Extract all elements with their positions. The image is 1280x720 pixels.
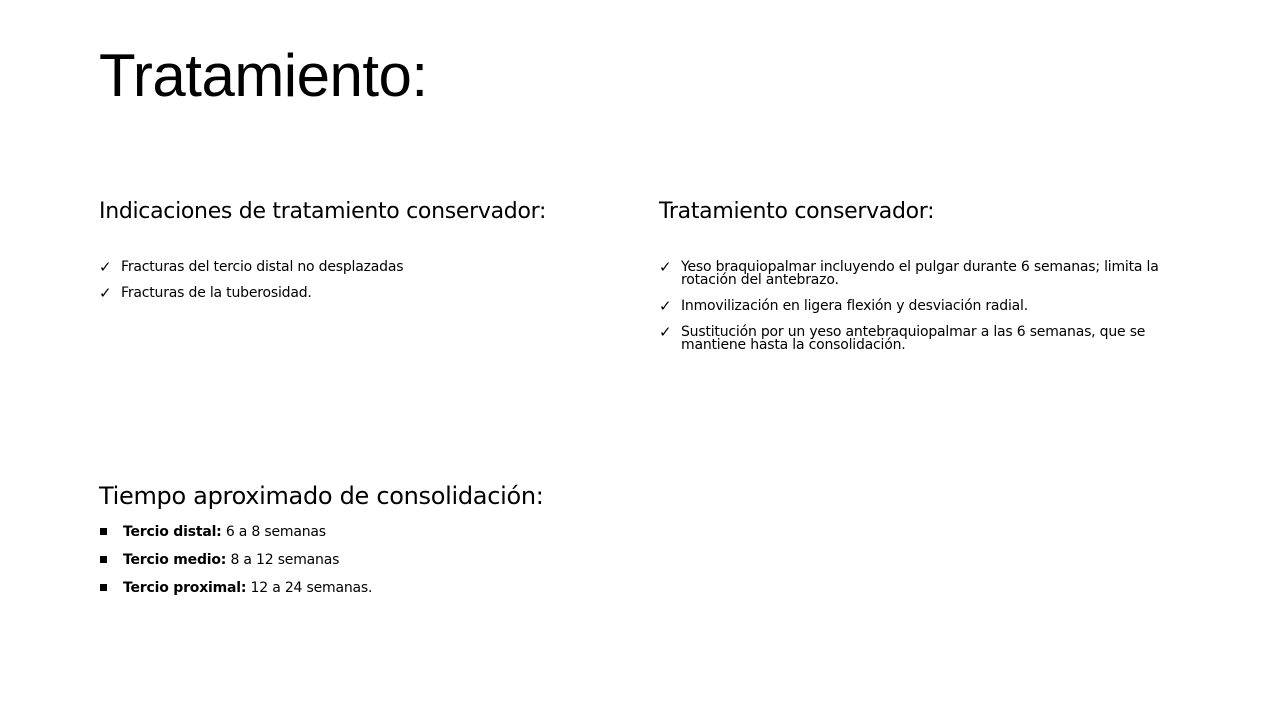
list-item-text: Yeso braquiopalmar incluyendo el pulgar durante 6 semanas; limita la rotación del antebrazo. (681, 259, 1159, 288)
indicaciones-list (99, 258, 639, 302)
list-item (99, 284, 639, 302)
list-item (659, 323, 1189, 353)
section-tiempo-consolidacion (99, 481, 699, 610)
list-item-text: Inmovilización en ligera flexión y desviación radial. (681, 298, 1029, 314)
list-item (99, 526, 699, 539)
list-item (659, 258, 1189, 288)
square-bullet-icon (100, 528, 107, 535)
list-item-text: Fracturas del tercio distal no desplazadas (121, 259, 404, 275)
item-value: 12 a 24 semanas. (246, 580, 373, 596)
check-icon: ✓ (99, 258, 112, 276)
check-icon: ✓ (659, 297, 672, 315)
list-item (99, 258, 639, 276)
section-indicaciones (99, 198, 639, 313)
check-icon: ✓ (99, 284, 112, 302)
item-label: Tercio proximal: (123, 580, 247, 596)
tratamiento-list (659, 258, 1189, 353)
item-label: Tercio medio: (123, 552, 227, 568)
item-value: 6 a 8 semanas (221, 524, 326, 540)
item-label: Tercio distal: (123, 524, 222, 540)
square-bullet-icon (100, 556, 107, 563)
list-item-text: Sustitución por un yeso antebraquiopalmar a las 6 semanas, que se mantiene hasta la consolidación. (681, 324, 1146, 353)
page-title: Tratamiento: (99, 42, 428, 109)
section-tratamiento (659, 198, 1189, 365)
item-value: 8 a 12 semanas (226, 552, 340, 568)
check-icon: ✓ (659, 323, 672, 341)
list-item (99, 554, 699, 567)
section-heading: Indicaciones de tratamiento conservador: (99, 199, 547, 224)
square-bullet-icon (100, 584, 107, 591)
section-heading: Tratamiento conservador: (659, 199, 935, 224)
list-item-text: Fracturas de la tuberosidad. (121, 285, 312, 301)
check-icon: ✓ (659, 258, 672, 276)
tiempo-list (99, 526, 699, 595)
section-heading: Tiempo aproximado de consolidación: (99, 482, 544, 510)
list-item (659, 297, 1189, 315)
list-item (99, 582, 699, 595)
